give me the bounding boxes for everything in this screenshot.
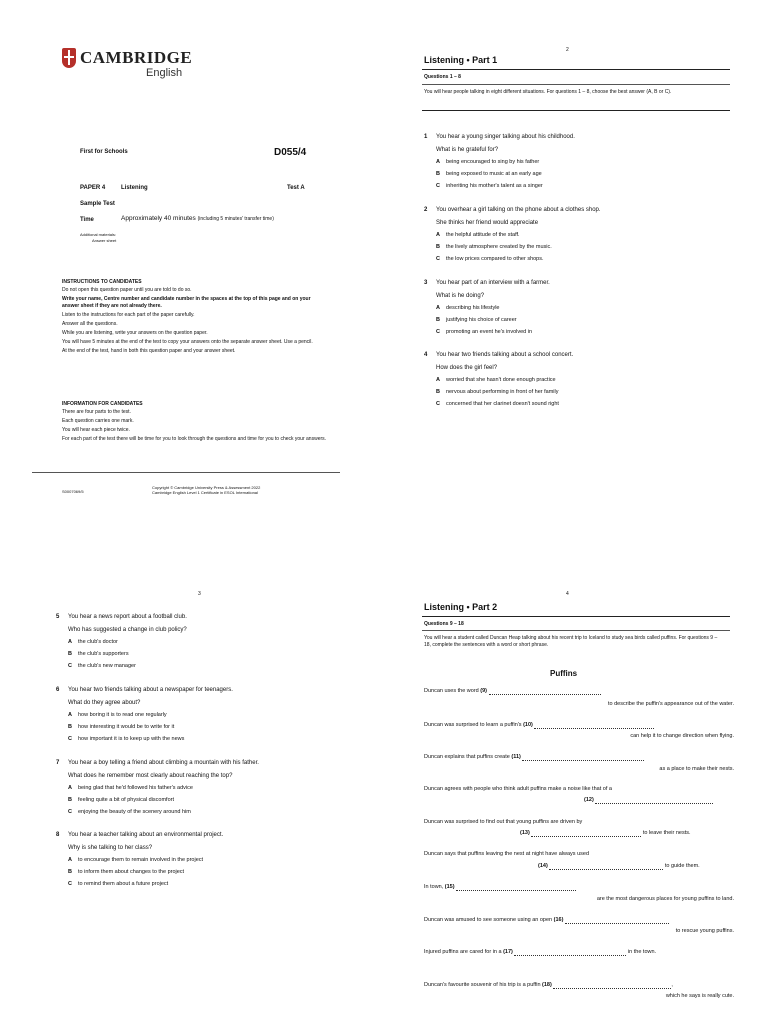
instruction: At the end of the test, hand in both this question paper and your answer sheet.	[62, 348, 236, 354]
paper-name: Listening	[121, 185, 148, 191]
option-c[interactable]: C the club's new manager	[68, 663, 136, 669]
sentence-9	[424, 688, 601, 695]
option-b[interactable]: B the club's supporters	[68, 651, 129, 657]
instruction: Listen to the instructions for each part of the paper carefully.	[62, 312, 195, 318]
question-number: 6	[56, 687, 60, 693]
sentence-14: Duncan says that puffins leaving the nest at night have always used	[424, 851, 590, 857]
part1-page	[384, 0, 768, 512]
question-prompt: You hear two friends talking about a school concert.	[436, 352, 574, 358]
time-note: (including 5 minutes' transfer time)	[197, 216, 274, 222]
instructions-block	[62, 287, 328, 355]
answer-blank[interactable]	[549, 863, 663, 870]
question-number: (18)	[542, 982, 552, 988]
sentence-12: Duncan agrees with people who think adult puffins make a noise like that of a	[424, 786, 612, 792]
sentence-13-answer	[520, 830, 691, 837]
question-number: 4	[424, 352, 428, 358]
copyright-line: Cambridge English Level 1 Certificate in ESOL International	[152, 490, 258, 495]
question-number: 2	[424, 207, 428, 213]
instruction: Answer all the questions.	[62, 321, 118, 327]
sentence-text: Duncan uses the word	[424, 688, 479, 694]
materials-item: Answer sheet	[92, 238, 117, 243]
sentence-text: Duncan was amused to see someone using an open	[424, 917, 553, 923]
sample-test: Sample Test	[80, 201, 115, 207]
questions-range: Questions 9 – 18	[424, 621, 464, 627]
sentence-18: Duncan's favourite souvenir of his trip is a puffin (18) ,	[424, 982, 673, 988]
heading-rule	[422, 69, 730, 70]
option-a[interactable]: A worried that she hasn't done enough practice	[436, 377, 556, 383]
instruction: Do not open this question paper until you are told to do so.	[62, 287, 192, 293]
instructions-heading: INSTRUCTIONS TO CANDIDATES	[62, 279, 142, 285]
question-number: (13)	[520, 830, 530, 836]
sentence-text: Duncan explains that puffins create	[424, 754, 510, 760]
answer-blank[interactable]	[489, 688, 601, 695]
answer-blank[interactable]	[553, 982, 671, 989]
option-b[interactable]: B justifying his choice of career	[436, 317, 517, 323]
information: There are four parts to the test.	[62, 409, 131, 415]
question-text: What do they agree about?	[68, 700, 141, 706]
question-prompt: You hear a teacher talking about an environmental project.	[68, 832, 224, 838]
sentence-16-end: to rescue young puffins.	[675, 928, 734, 934]
question-number: 3	[424, 280, 428, 286]
sentence-14-answer	[538, 863, 700, 870]
question-number: 7	[56, 760, 60, 766]
question-text: Why is she talking to her class?	[68, 845, 153, 851]
question-number: (16)	[553, 917, 564, 923]
question-item	[56, 613, 356, 686]
sentence-10-end: can help it to change direction when flying.	[630, 733, 734, 739]
part-intro: You will hear a student called Duncan Heap talking about his recent trip to Iceland to study sea birds called puffins. For questions 9 – 18, complete the sentences with a word or short phrase.	[424, 635, 718, 648]
paper-code: D055/4	[274, 147, 307, 158]
time-value: Approximately 40 minutes	[121, 215, 196, 222]
information: Each question carries one mark.	[62, 418, 134, 424]
questions-range: Questions 1 – 8	[424, 74, 461, 80]
heading-rule	[422, 616, 730, 617]
question-text: What is he doing?	[436, 293, 485, 299]
option-a[interactable]: A describing his lifestyle	[436, 305, 500, 311]
section-heading: Listening • Part 2	[424, 602, 498, 612]
information-heading: INFORMATION FOR CANDIDATES	[62, 401, 143, 407]
question-text: She thinks her friend would appreciate	[436, 220, 539, 226]
paper-number: PAPER 4	[80, 185, 106, 191]
sentence-text: to guide them.	[664, 863, 700, 869]
answer-blank[interactable]	[522, 754, 644, 761]
question-item	[56, 759, 356, 831]
sentence-17	[424, 949, 656, 956]
question-number: 8	[56, 832, 60, 838]
answer-blank[interactable]	[595, 797, 713, 804]
question-item	[56, 831, 356, 903]
part2-page	[384, 512, 768, 1024]
question-number: 5	[56, 614, 60, 620]
sentence-text: Duncan's favourite souvenir of his trip is a puffin	[424, 982, 541, 988]
question-number: (15)	[444, 884, 455, 890]
question-number: (12)	[584, 797, 594, 803]
questions-rule	[422, 84, 730, 85]
page-number: 2	[566, 47, 569, 53]
cambridge-crest-icon	[62, 48, 76, 68]
sentence-15-end: are the most dangerous places for young puffins to land.	[596, 896, 734, 902]
question-prompt: You hear a boy telling a friend about climbing a mountain with his father.	[68, 760, 259, 766]
sentence-10	[424, 722, 654, 729]
sentence-13: Duncan was surprised to find out that young puffins are driven by	[424, 819, 583, 825]
sentence-text: in the town.	[627, 949, 657, 955]
option-a[interactable]: A being glad that he'd followed his father's advice	[68, 785, 193, 791]
exam-name: First for Schools	[80, 149, 128, 155]
question-item	[424, 206, 724, 279]
question-list	[56, 613, 356, 903]
option-c[interactable]: C inheriting his mother's talent as a singer	[436, 183, 543, 189]
sentence-12-answer	[584, 797, 713, 804]
materials-label: Additional materials:	[80, 232, 117, 237]
time-label: Time	[80, 217, 94, 223]
option-a[interactable]: A the helpful attitude of the staff.	[436, 232, 520, 238]
section-heading: Listening • Part 1	[424, 55, 498, 65]
question-number: (10)	[523, 722, 533, 728]
footer-code: S0007069/5	[62, 489, 84, 494]
brand-name: CAMBRIDGE	[80, 48, 193, 67]
questions-rule	[422, 630, 730, 631]
option-b[interactable]: B the lively atmosphere created by the music.	[436, 244, 552, 250]
part-intro: You will hear people talking in eight different situations. For questions 1 – 8, choose the best answer (A, B or C).	[424, 89, 672, 95]
sentence-15	[424, 884, 576, 891]
option-b[interactable]: B how interesting it would be to write for it	[68, 724, 175, 730]
question-text: How does the girl feel?	[436, 365, 498, 371]
option-a[interactable]: A the club's doctor	[68, 639, 118, 645]
option-b[interactable]: B to inform them about changes to the project	[68, 869, 185, 875]
passage-title: Puffins	[550, 669, 578, 678]
intro-rule	[422, 110, 730, 111]
answer-blank[interactable]	[531, 830, 641, 837]
time-row	[121, 215, 274, 222]
question-item	[56, 686, 356, 759]
question-prompt: You hear a news report about a football club.	[68, 614, 187, 620]
page-number: 3	[198, 591, 201, 597]
question-prompt: You hear part of an interview with a farmer.	[436, 280, 550, 286]
part1-continued-page	[0, 512, 384, 1024]
option-a[interactable]: A to encourage them to remain involved in the project	[68, 857, 204, 863]
option-c[interactable]: C enjoying the beauty of the scenery around him	[68, 809, 191, 815]
question-number: (9)	[480, 688, 487, 694]
option-b[interactable]: B being exposed to music at an early age	[436, 171, 542, 177]
copyright-line: Copyright © Cambridge University Press & Assessment 2022	[152, 485, 261, 490]
option-c[interactable]: C how important it is to keep up with the news	[68, 736, 185, 742]
sentence-16	[424, 917, 669, 924]
brand-sub: English	[146, 67, 183, 79]
question-number: (14)	[538, 863, 548, 869]
question-text: What does he remember most clearly about reaching the top?	[68, 773, 233, 779]
instruction: You will have 5 minutes at the end of the test to copy your answers onto the separate answer sheet. Use a pencil.	[62, 339, 313, 345]
answer-blank[interactable]	[514, 949, 626, 956]
sentence-text: Injured puffins are cared for in a	[424, 949, 502, 955]
question-number: (11)	[511, 754, 521, 760]
instruction: Write your name, Centre number and candidate number in the spaces at the top of this page and on your answer sheet if they are not already there.	[62, 296, 311, 309]
footer-divider	[32, 472, 340, 473]
sentence-18-end: which he says is really cute.	[665, 993, 734, 999]
option-c[interactable]: C concerned that her clarinet doesn't sound right	[436, 401, 559, 407]
information: For each part of the test there will be time for you to look through the questions and time for you to check your answers.	[62, 436, 327, 442]
question-item	[424, 351, 724, 423]
instruction: While you are listening, write your answers on the question paper.	[62, 330, 208, 336]
question-text: What is he grateful for?	[436, 147, 499, 153]
question-text: Who has suggested a change in club policy?	[68, 627, 187, 633]
page-number: 4	[566, 591, 569, 597]
sentence-9-end: to describe the puffin's appearance out of the water.	[607, 701, 734, 707]
information: You will hear each piece twice.	[62, 427, 130, 433]
option-c[interactable]: C the low prices compared to other shops.	[436, 256, 544, 262]
option-a[interactable]: A how boring it is to read one regularly	[68, 712, 167, 718]
test-label: Test A	[287, 185, 305, 191]
question-item	[424, 133, 724, 206]
sentence-text: Duncan was surprised to learn a puffin's	[424, 722, 522, 728]
answer-blank[interactable]	[456, 884, 576, 891]
question-number: 1	[424, 134, 428, 140]
sentence-11	[424, 754, 644, 761]
sentence-11-end: as a place to make their nests.	[659, 766, 734, 772]
answer-blank[interactable]	[534, 722, 654, 729]
question-item	[424, 279, 724, 351]
question-prompt: You hear a young singer talking about his childhood.	[436, 134, 575, 140]
sentence-text: to leave their nests.	[642, 830, 691, 836]
option-c[interactable]: C to remind them about a future project	[68, 881, 169, 887]
question-list	[424, 133, 724, 423]
sentence-text: In town,	[424, 884, 444, 890]
answer-blank[interactable]	[565, 917, 669, 924]
option-b[interactable]: B feeling quite a bit of physical discomfort	[68, 797, 174, 803]
option-b[interactable]: B nervous about performing in front of her family	[436, 389, 559, 395]
question-prompt: You overhear a girl talking on the phone about a clothes shop.	[436, 207, 601, 213]
question-prompt: You hear two friends talking about a newspaper for teenagers.	[68, 687, 233, 693]
option-c[interactable]: C promoting an event he's involved in	[436, 329, 533, 335]
information-block	[62, 409, 328, 443]
cover-page	[0, 0, 384, 512]
option-a[interactable]: A being encouraged to sing by his father	[436, 159, 540, 165]
question-number: (17)	[503, 949, 513, 955]
